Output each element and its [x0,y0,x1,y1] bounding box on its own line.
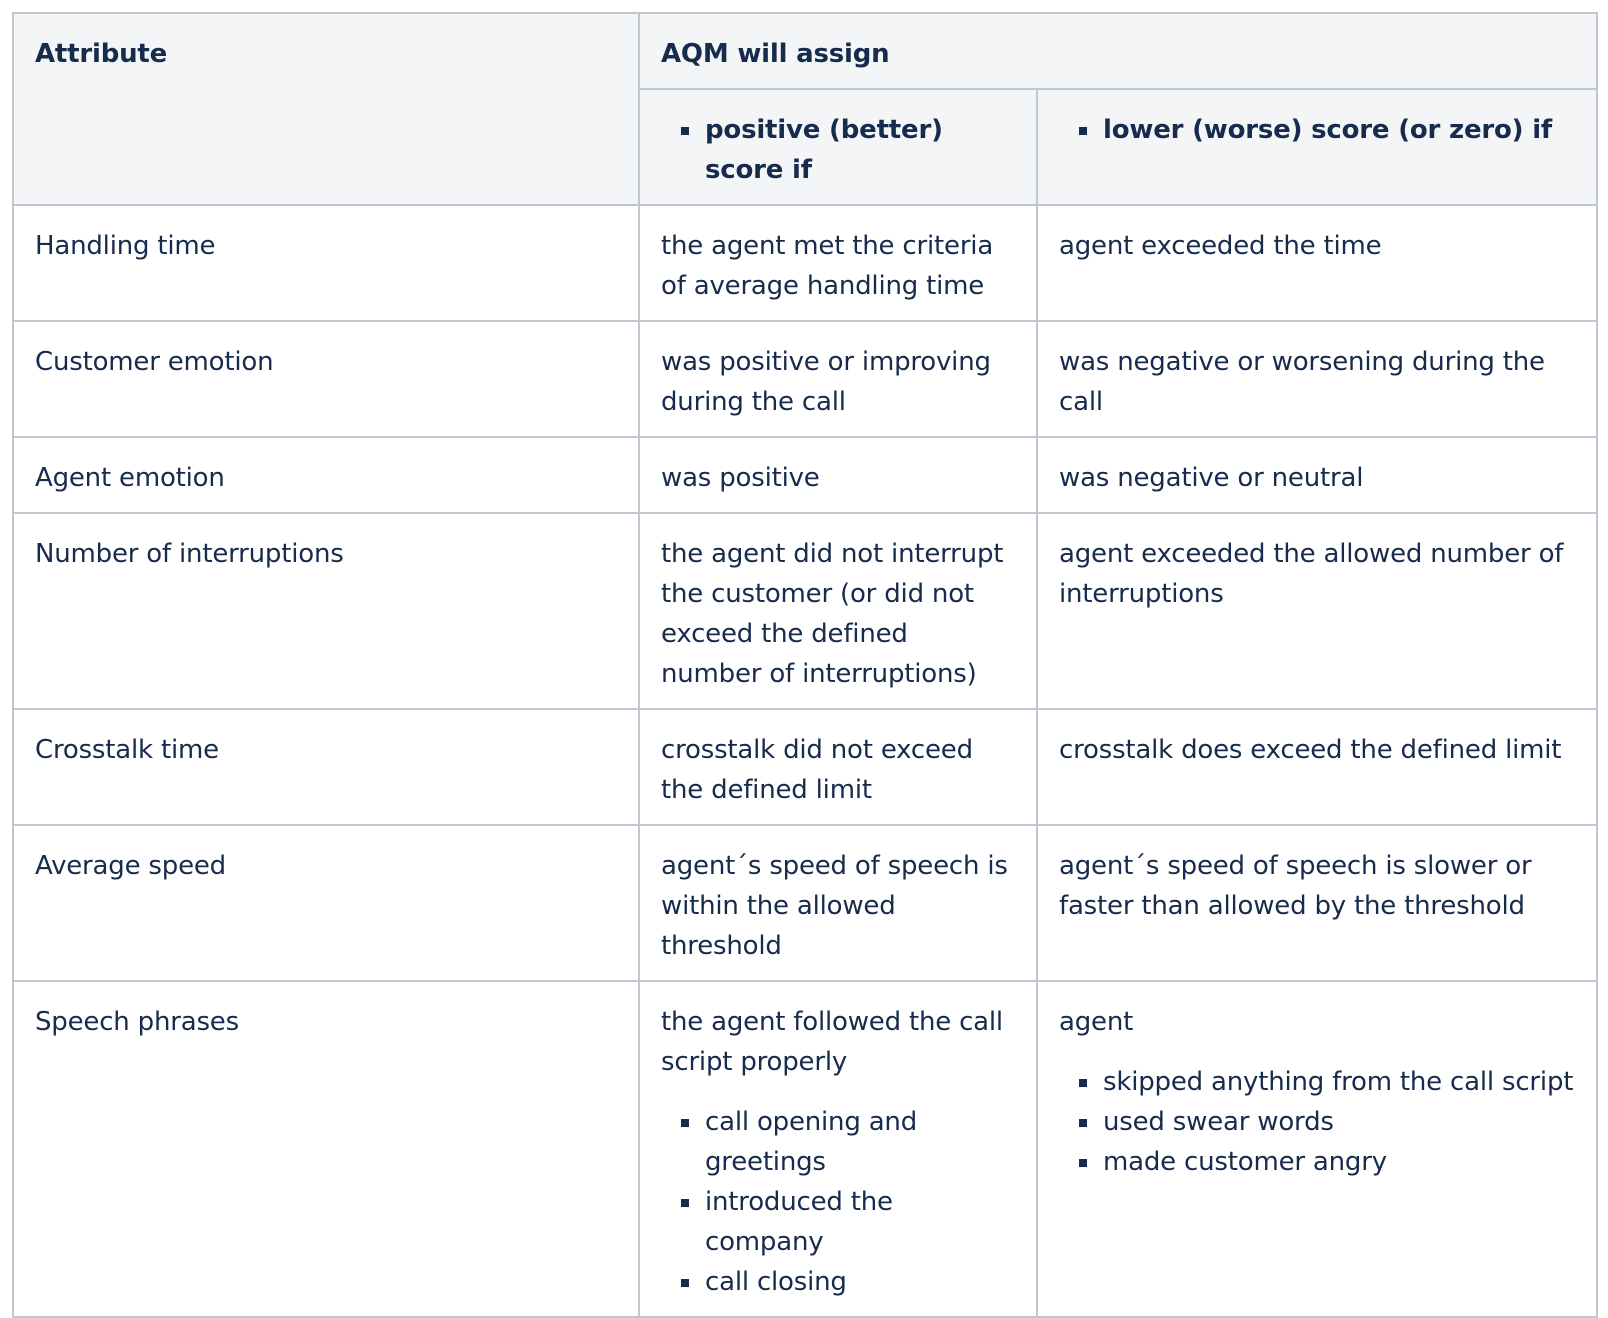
list-item: skipped anything from the call script [1059,1062,1576,1102]
cell-negative: was negative or neutral [1037,437,1597,513]
cell-attribute: Agent emotion [13,437,639,513]
header-negative [1037,89,1597,205]
cell-attribute: Average speed [13,825,639,981]
cell-attribute: Number of interruptions [13,513,639,709]
cell-negative: agent exceeded the time [1037,205,1597,321]
list-item: introduced the company [661,1182,1016,1262]
table-row [13,513,1597,709]
header-attribute: Attribute [13,13,639,205]
cell-negative: agent exceeded the allowed number of interruptions [1037,513,1597,709]
cell-attribute: Handling time [13,205,639,321]
cell-positive: was positive or improving during the call [639,321,1037,437]
table-row [13,709,1597,825]
header-row [13,13,1597,89]
cell-attribute: Crosstalk time [13,709,639,825]
cell-attribute: Speech phrases [13,981,639,1317]
header-negative-label: lower (worse) score (or zero) if [1059,110,1576,150]
header-assign: AQM will assign [639,13,1597,89]
header-positive-label: positive (better) score if [661,110,1016,190]
header-positive-list [661,110,1016,190]
list-item: call opening and greetings [661,1102,1016,1182]
list-item: used swear words [1059,1102,1576,1142]
list-item: made customer angry [1059,1142,1576,1182]
table-row [13,825,1597,981]
list-item: call closing [661,1262,1016,1302]
cell-positive: the agent did not interrupt the customer (or did not exceed the defined number of interruptions) [639,513,1037,709]
negative-bullet-list [1059,1062,1576,1182]
cell-negative: was negative or worsening during the call [1037,321,1597,437]
header-positive [639,89,1037,205]
cell-positive: crosstalk did not exceed the defined limit [639,709,1037,825]
cell-positive-intro: the agent followed the call script properly [661,1007,1003,1077]
header-negative-list [1059,110,1576,150]
cell-attribute: Customer emotion [13,321,639,437]
positive-bullet-list [661,1102,1016,1302]
cell-negative: agent´s speed of speech is slower or faster than allowed by the threshold [1037,825,1597,981]
cell-positive: was positive [639,437,1037,513]
table-row [13,321,1597,437]
cell-negative-intro: agent [1059,1007,1134,1037]
cell-negative: crosstalk does exceed the defined limit [1037,709,1597,825]
table-row [13,981,1597,1317]
table-row [13,437,1597,513]
cell-positive: the agent met the criteria of average handling time [639,205,1037,321]
table-row [13,205,1597,321]
cell-positive: agent´s speed of speech is within the allowed threshold [639,825,1037,981]
cell-positive [639,981,1037,1317]
aqm-scoring-table [12,12,1598,1318]
cell-negative [1037,981,1597,1317]
table-wrapper [12,12,1596,1318]
